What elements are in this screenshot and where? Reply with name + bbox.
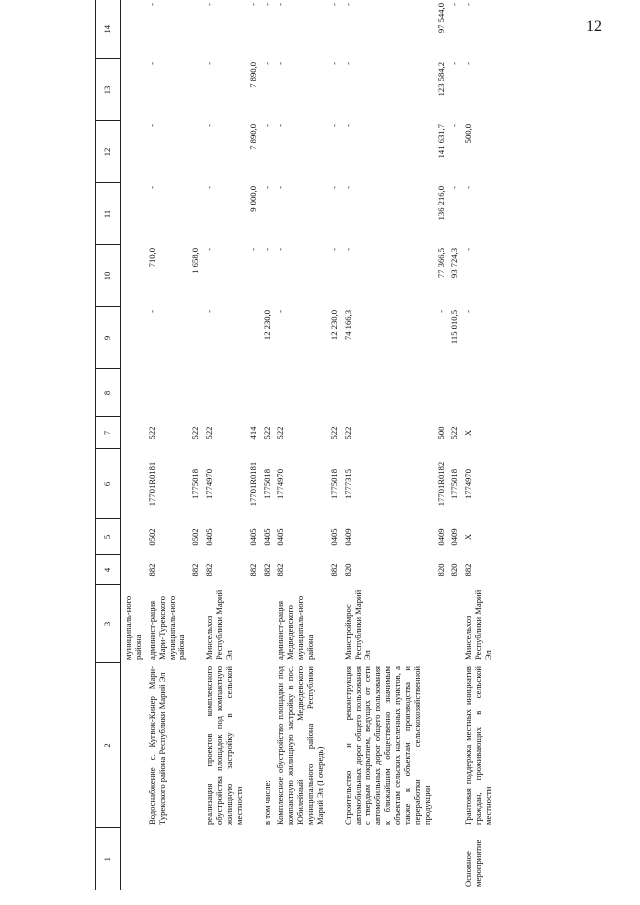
table-cell: - — [261, 124, 272, 127]
budget-table — [95, 0, 495, 890]
table-cell: 0409 — [435, 528, 446, 546]
table-cell — [188, 828, 202, 890]
table-cell — [121, 59, 145, 121]
table-cell — [327, 828, 341, 890]
table-cell: в том числе: — [261, 780, 272, 825]
table-row — [434, 0, 448, 890]
table-cell: 882 — [190, 563, 201, 577]
table-cell — [327, 663, 341, 828]
table-cell: 0405 — [328, 528, 339, 546]
table-cell: - — [146, 3, 157, 6]
table-cell: - — [449, 3, 460, 6]
table-cell: 522 — [261, 426, 272, 440]
table-cell: Комплексное обустройство площадки под компактную жилищную застройку в пос. Юбилейный Медведевского муниципального района Республики Марий Эл (I очередь) — [275, 666, 325, 825]
table-cell: - — [328, 186, 339, 189]
table-cell: 0409 — [449, 528, 460, 546]
table-cell: Основное мероприятие — [463, 839, 484, 887]
table-cell: 0405 — [204, 528, 215, 546]
table-cell — [121, 555, 145, 585]
table-cell: 0405 — [261, 528, 272, 546]
table-cell: 77 366,5 — [435, 248, 446, 279]
table-cell: 882 — [328, 563, 339, 577]
table-cell: - — [204, 248, 215, 251]
table-cell: - — [261, 62, 272, 65]
table-cell — [260, 828, 274, 890]
table-cell: - — [146, 124, 157, 127]
table-cell — [121, 663, 145, 828]
table-cell: Грантовая поддержка местных инициатив граждан, проживающих в сельской местности — [463, 666, 493, 825]
col-header: 11 — [96, 183, 121, 245]
table-cell — [121, 417, 145, 449]
table-cell: 522 — [190, 426, 201, 440]
col-header: 13 — [96, 59, 121, 121]
table-cell: - — [204, 310, 215, 313]
col-header: 2 — [96, 663, 121, 828]
table-cell: - — [342, 248, 353, 251]
table-cell: 882 — [261, 563, 272, 577]
table-cell: - — [261, 186, 272, 189]
table-cell: 17701R0182 — [435, 461, 446, 507]
col-header: 7 — [96, 417, 121, 449]
table-cell — [434, 369, 448, 417]
table-cell: - — [247, 248, 258, 251]
table-cell — [121, 307, 145, 369]
table-cell: - — [328, 62, 339, 65]
table-row — [202, 0, 246, 890]
table-cell: Водоснабжение с. Кугвок-Кинер Мари-Турекского района Республики Марий Эл — [146, 666, 167, 825]
table-cell: - — [261, 3, 272, 6]
table-cell: реализация проектов комплексного обустройства площадок под компактную жилищную застройку в сельской местности — [204, 666, 244, 825]
table-cell: - — [247, 3, 258, 6]
table-cell — [188, 121, 202, 183]
table-cell — [121, 0, 145, 59]
table-cell: 882 — [247, 563, 258, 577]
table-cell — [121, 828, 145, 890]
table-row — [273, 0, 326, 890]
table-cell: - — [328, 124, 339, 127]
table-cell: 522 — [146, 426, 157, 440]
table-cell: 522 — [275, 426, 286, 440]
col-header: 5 — [96, 519, 121, 555]
table-cell: 522 — [204, 426, 215, 440]
table-cell: 0502 — [190, 528, 201, 546]
col-header: 9 — [96, 307, 121, 369]
table-cell: 522 — [342, 426, 353, 440]
table-cell: 7 890,0 — [247, 62, 258, 88]
table-cell: - — [261, 248, 272, 251]
table-cell: 1774970 — [204, 468, 215, 500]
table-cell: - — [275, 3, 286, 6]
table-cell — [202, 369, 246, 417]
table-cell — [447, 369, 461, 417]
table-cell: - — [342, 186, 353, 189]
table-cell: X — [463, 429, 474, 437]
table-cell — [246, 663, 260, 828]
table-cell: - — [435, 310, 446, 313]
col-header: 1 — [96, 828, 121, 890]
table-cell — [188, 183, 202, 245]
table-cell: 17701R0181 — [146, 461, 157, 507]
table-cell: 1775018 — [190, 468, 201, 500]
table-cell: - — [204, 124, 215, 127]
table-row — [327, 0, 341, 890]
table-cell: - — [275, 124, 286, 127]
table-cell: - — [275, 62, 286, 65]
table-cell — [447, 663, 461, 828]
table-cell — [434, 663, 448, 828]
table-cell: 414 — [247, 426, 258, 440]
table-cell: 1777315 — [342, 468, 353, 500]
table-cell: 522 — [449, 426, 460, 440]
table-cell: - — [449, 186, 460, 189]
table-cell — [202, 828, 246, 890]
table-cell: 97 544,0 — [435, 3, 446, 34]
col-header: 6 — [96, 449, 121, 519]
table-cell: - — [204, 62, 215, 65]
table-cell — [121, 369, 145, 417]
table-cell: Минсельхоз Республики Марий Эл — [463, 589, 493, 660]
table-cell: 9 000,0 — [247, 186, 258, 212]
table-cell: 1 658,0 — [190, 248, 201, 274]
rotated-sheet — [95, 0, 615, 890]
table-cell — [188, 369, 202, 417]
table-cell: 882 — [463, 563, 474, 577]
table-cell — [341, 369, 434, 417]
table-cell: 0405 — [275, 528, 286, 546]
table-cell — [145, 369, 189, 417]
table-cell: - — [342, 3, 353, 6]
table-cell: - — [275, 186, 286, 189]
col-header: 10 — [96, 245, 121, 307]
table-cell: 12 230,0 — [261, 310, 272, 341]
table-cell — [188, 663, 202, 828]
table-cell — [121, 183, 145, 245]
table-cell — [246, 585, 260, 663]
table-cell: 500 — [435, 426, 446, 440]
table-row — [260, 0, 274, 890]
table-cell: 115 010,5 — [449, 310, 460, 345]
table-cell: админист-рация Мари-Турекского муниципаль-ного района — [146, 595, 187, 660]
table-row — [145, 0, 189, 890]
table-cell: - — [275, 310, 286, 313]
table-cell: 7 890,0 — [247, 124, 258, 150]
table-cell: админист-рация Медведевского муниципаль-ного района — [275, 595, 315, 660]
table-cell: 17701R0181 — [247, 461, 258, 507]
table-cell: 1775018 — [328, 468, 339, 500]
page-number: 12 — [586, 18, 602, 35]
table-cell: 1774970 — [275, 468, 286, 500]
table-cell: - — [449, 124, 460, 127]
table-cell — [434, 585, 448, 663]
table-cell: - — [342, 124, 353, 127]
table-cell — [246, 369, 260, 417]
table-cell — [121, 245, 145, 307]
col-header: 8 — [96, 369, 121, 417]
table-row — [121, 0, 145, 890]
table-cell: X — [463, 533, 474, 541]
table-cell — [327, 585, 341, 663]
table-cell: 820 — [435, 563, 446, 577]
table-cell — [260, 369, 274, 417]
table-cell: 522 — [328, 426, 339, 440]
table-cell — [260, 585, 274, 663]
table-cell: 882 — [275, 563, 286, 577]
table-cell — [327, 369, 341, 417]
table-cell: 820 — [449, 563, 460, 577]
table-cell — [246, 828, 260, 890]
table-cell: - — [275, 248, 286, 251]
table-cell — [461, 369, 495, 417]
table-cell: - — [146, 310, 157, 313]
table-cell: 12 230,0 — [328, 310, 339, 341]
table-cell: 93 724,3 — [449, 248, 460, 279]
table-cell — [188, 585, 202, 663]
table-cell — [434, 828, 448, 890]
table-cell: 141 631,7 — [435, 124, 446, 159]
table-cell: 0409 — [342, 528, 353, 546]
table-cell: 1774970 — [463, 468, 474, 500]
table-cell: 0502 — [146, 528, 157, 546]
col-header: 14 — [96, 0, 121, 59]
table-cell: - — [463, 62, 474, 65]
table-cell: Минстроймрос Республики Марий Эл — [342, 589, 373, 660]
table-cell — [246, 307, 260, 369]
table-cell — [447, 828, 461, 890]
table-cell: - — [449, 62, 460, 65]
table-cell: 0405 — [247, 528, 258, 546]
table-cell: 710,0 — [146, 248, 157, 268]
table-cell: - — [463, 186, 474, 189]
table-cell: - — [328, 248, 339, 251]
table-cell — [121, 121, 145, 183]
table-cell — [447, 585, 461, 663]
table-cell: 882 — [146, 563, 157, 577]
col-header: 4 — [96, 555, 121, 585]
table-cell: муниципаль-ного района — [123, 595, 143, 660]
table-cell — [341, 828, 434, 890]
table-row — [188, 0, 202, 890]
table-cell: - — [204, 186, 215, 189]
table-cell: 882 — [204, 563, 215, 577]
table-cell: 500,0 — [463, 124, 474, 144]
table-row — [341, 0, 434, 890]
table-cell: Строительство и реконструкция автомобильных дорог общего пользования с твердым покрытием, ведущих от сети автомобильных дорог общего пользования к ближайшим общественно значимым объектам сельских населенных пунктов, а также к объектам производства и переработки сельскохозяйственной продукции — [342, 666, 432, 825]
table-row — [246, 0, 260, 890]
table-cell: 1775018 — [261, 468, 272, 500]
table-cell — [188, 307, 202, 369]
table-cell — [145, 828, 189, 890]
table-cell — [273, 828, 326, 890]
table-cell — [188, 0, 202, 59]
table-row — [447, 0, 461, 890]
col-header: 12 — [96, 121, 121, 183]
table-cell: 136 216,0 — [435, 186, 446, 221]
table-cell: - — [204, 3, 215, 6]
table-cell — [188, 59, 202, 121]
table-cell: - — [463, 310, 474, 313]
table-row — [461, 0, 495, 890]
table-cell: 820 — [342, 563, 353, 577]
table-cell: - — [463, 3, 474, 6]
table-cell: 1775018 — [449, 468, 460, 500]
col-header: 3 — [96, 585, 121, 663]
table-cell: 123 584,2 — [435, 62, 446, 97]
table-cell: - — [328, 3, 339, 6]
table-cell — [121, 449, 145, 519]
table-cell — [121, 519, 145, 555]
table-cell: Минсельхоз Республики Марий Эл — [204, 589, 234, 660]
table-cell: - — [463, 248, 474, 251]
table-cell — [273, 369, 326, 417]
table-cell: - — [146, 186, 157, 189]
table-cell: - — [146, 62, 157, 65]
table-cell: 74 166,3 — [342, 310, 353, 341]
table-cell: - — [342, 62, 353, 65]
column-number-row — [96, 0, 121, 890]
